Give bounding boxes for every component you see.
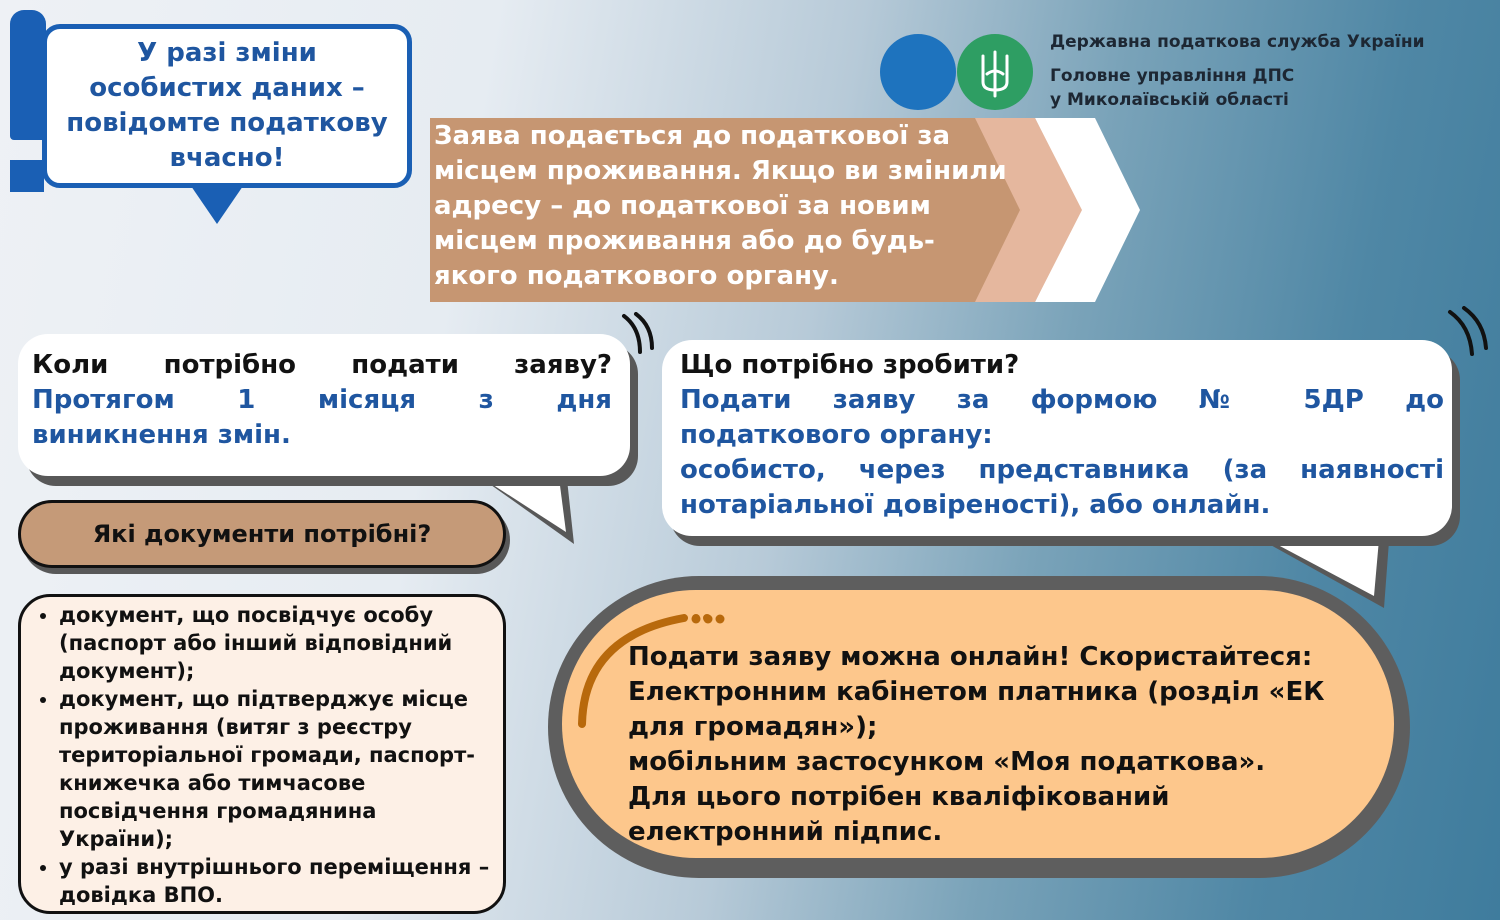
org-dept-line1: Головне управління ДПС — [1050, 66, 1295, 86]
banner-text: Заява подається до податкової за місцем проживання. Якщо ви змінили адресу – до податкової за новим місцем проживання або до будь-якого податкового органу. — [434, 121, 1007, 291]
list-item: • у разі внутрішнього переміщення – довідка ВПО. — [59, 853, 497, 909]
list-item: • документ, що посвідчує особу (паспорт або інший відповідний документ); — [59, 601, 497, 685]
documents-heading — [18, 500, 506, 568]
what-bubble — [662, 340, 1452, 536]
when-answer-line2: виникнення змін. — [32, 420, 291, 450]
what-line2: податкового органу: — [680, 420, 993, 450]
org-dept-line2: у Миколаївській області — [1050, 90, 1289, 110]
callout-tail — [191, 186, 243, 224]
what-line4: нотаріальної довіреності), або онлайн. — [680, 490, 1271, 520]
documents-heading-text: Які документи потрібні? — [92, 520, 432, 548]
online-line5: Для цього потрібен кваліфікований — [628, 782, 1170, 812]
online-line2: Електронним кабінетом платника (розділ «ЕК — [628, 677, 1325, 707]
trident-icon — [957, 34, 1033, 110]
logo-blue-circle — [880, 34, 956, 110]
warning-callout-text: У разі зміни особистих даних – повідомте податкову вчасно! — [66, 38, 388, 173]
warning-callout — [42, 24, 412, 188]
online-line3: для громадян»); — [628, 712, 878, 742]
what-line3: особисто, через представника (за наявності — [680, 455, 1444, 485]
wave-mark-right — [1440, 306, 1496, 360]
when-answer-line1: Протягом 1 місяця з дня — [32, 385, 612, 415]
online-line4: мобільним застосунком «Моя податкова». — [628, 747, 1266, 777]
ellipsis-dots — [690, 612, 730, 626]
documents-list — [18, 594, 506, 914]
org-name: Державна податкова служба України — [1050, 32, 1425, 52]
list-item: • документ, що підтверджує місце проживання (витяг з реєстру територіальної громади, паспорт-книжечка або тимчасове посвідчення громадянина України); — [59, 685, 497, 853]
online-line1: Подати заяву можна онлайн! Скористайтеся: — [628, 642, 1313, 672]
online-text — [628, 640, 1388, 850]
when-bubble — [18, 334, 630, 476]
exclamation-dot — [10, 160, 44, 192]
when-question: Коли потрібно подати заяву? — [32, 350, 612, 380]
what-question: Що потрібно зробити? — [680, 350, 1020, 380]
what-line1: Подати заяву за формою № 5ДР до — [680, 385, 1444, 415]
org-department — [1050, 64, 1294, 112]
exclamation-icon — [10, 10, 46, 140]
online-line6: електронний підпис. — [628, 817, 943, 847]
